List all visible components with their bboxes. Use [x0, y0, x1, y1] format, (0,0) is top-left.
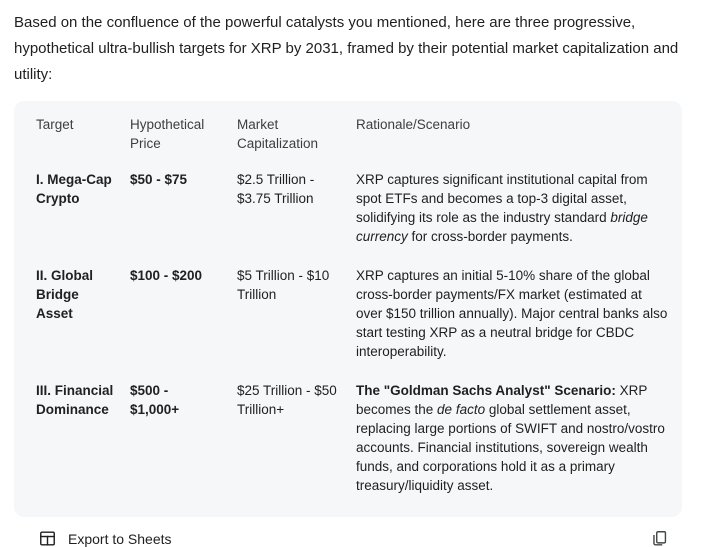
row-2-rationale: The "Goldman Sachs Analyst" Scenario: XRP becomes the de facto global settlement asset, replacing large portions of SWIFT and nostro/vostro accounts. Financial institutions, sovereign wealth funds, and corporations hold it as a primary treasury/liquidity asset. [356, 383, 665, 493]
row-2-target: III. Financial Dominance [36, 383, 114, 417]
table-footer [14, 517, 682, 547]
copy-icon [650, 529, 669, 547]
row-1-target: II. Global Bridge Asset [36, 268, 94, 321]
row-1-rationale: XRP captures an initial 5-10% share of the global cross-border payments/FX market (estimated at over $150 trillion annually). Major central banks also start testing XRP as a neutral bridge for CBDC interoperability. [356, 268, 668, 359]
intro-paragraph: Based on the confluence of the powerful catalysts you mentioned, here are three progressive, hypothetical ultra-bullish targets for XRP by 2031, framed by their potential market capitalization and utility: [14, 14, 679, 83]
table-grid-icon [38, 529, 57, 547]
row-2-market-cap: $25 Trillion - $50 Trillion+ [237, 383, 337, 417]
column-header-2: Market Capitalization [237, 117, 319, 151]
row-0-market-cap: $2.5 Trillion - $3.75 Trillion [237, 172, 315, 206]
row-1-price: $100 - $200 [130, 268, 203, 283]
column-header-3: Rationale/Scenario [356, 117, 471, 132]
targets-table-card [14, 101, 682, 517]
row-1-market-cap: $5 Trillion - $10 Trillion [237, 268, 330, 302]
row-0-target: I. Mega-Cap Crypto [36, 172, 112, 206]
column-header-0: Target [36, 117, 74, 132]
row-2-price: $500 - $1,000+ [130, 383, 180, 417]
row-0-price: $50 - $75 [130, 172, 188, 187]
copy-button[interactable] [647, 526, 672, 547]
row-0-rationale: XRP captures significant institutional capital from spot ETFs and becomes a top-3 digital asset, solidifying its role as the industry standard bridge currency for cross-border payments. [356, 172, 648, 244]
column-header-1: Hypothetical Price [130, 117, 205, 151]
targets-table [36, 115, 672, 515]
export-to-sheets-label: Export to Sheets [68, 530, 172, 547]
export-to-sheets-button[interactable] [36, 525, 174, 547]
